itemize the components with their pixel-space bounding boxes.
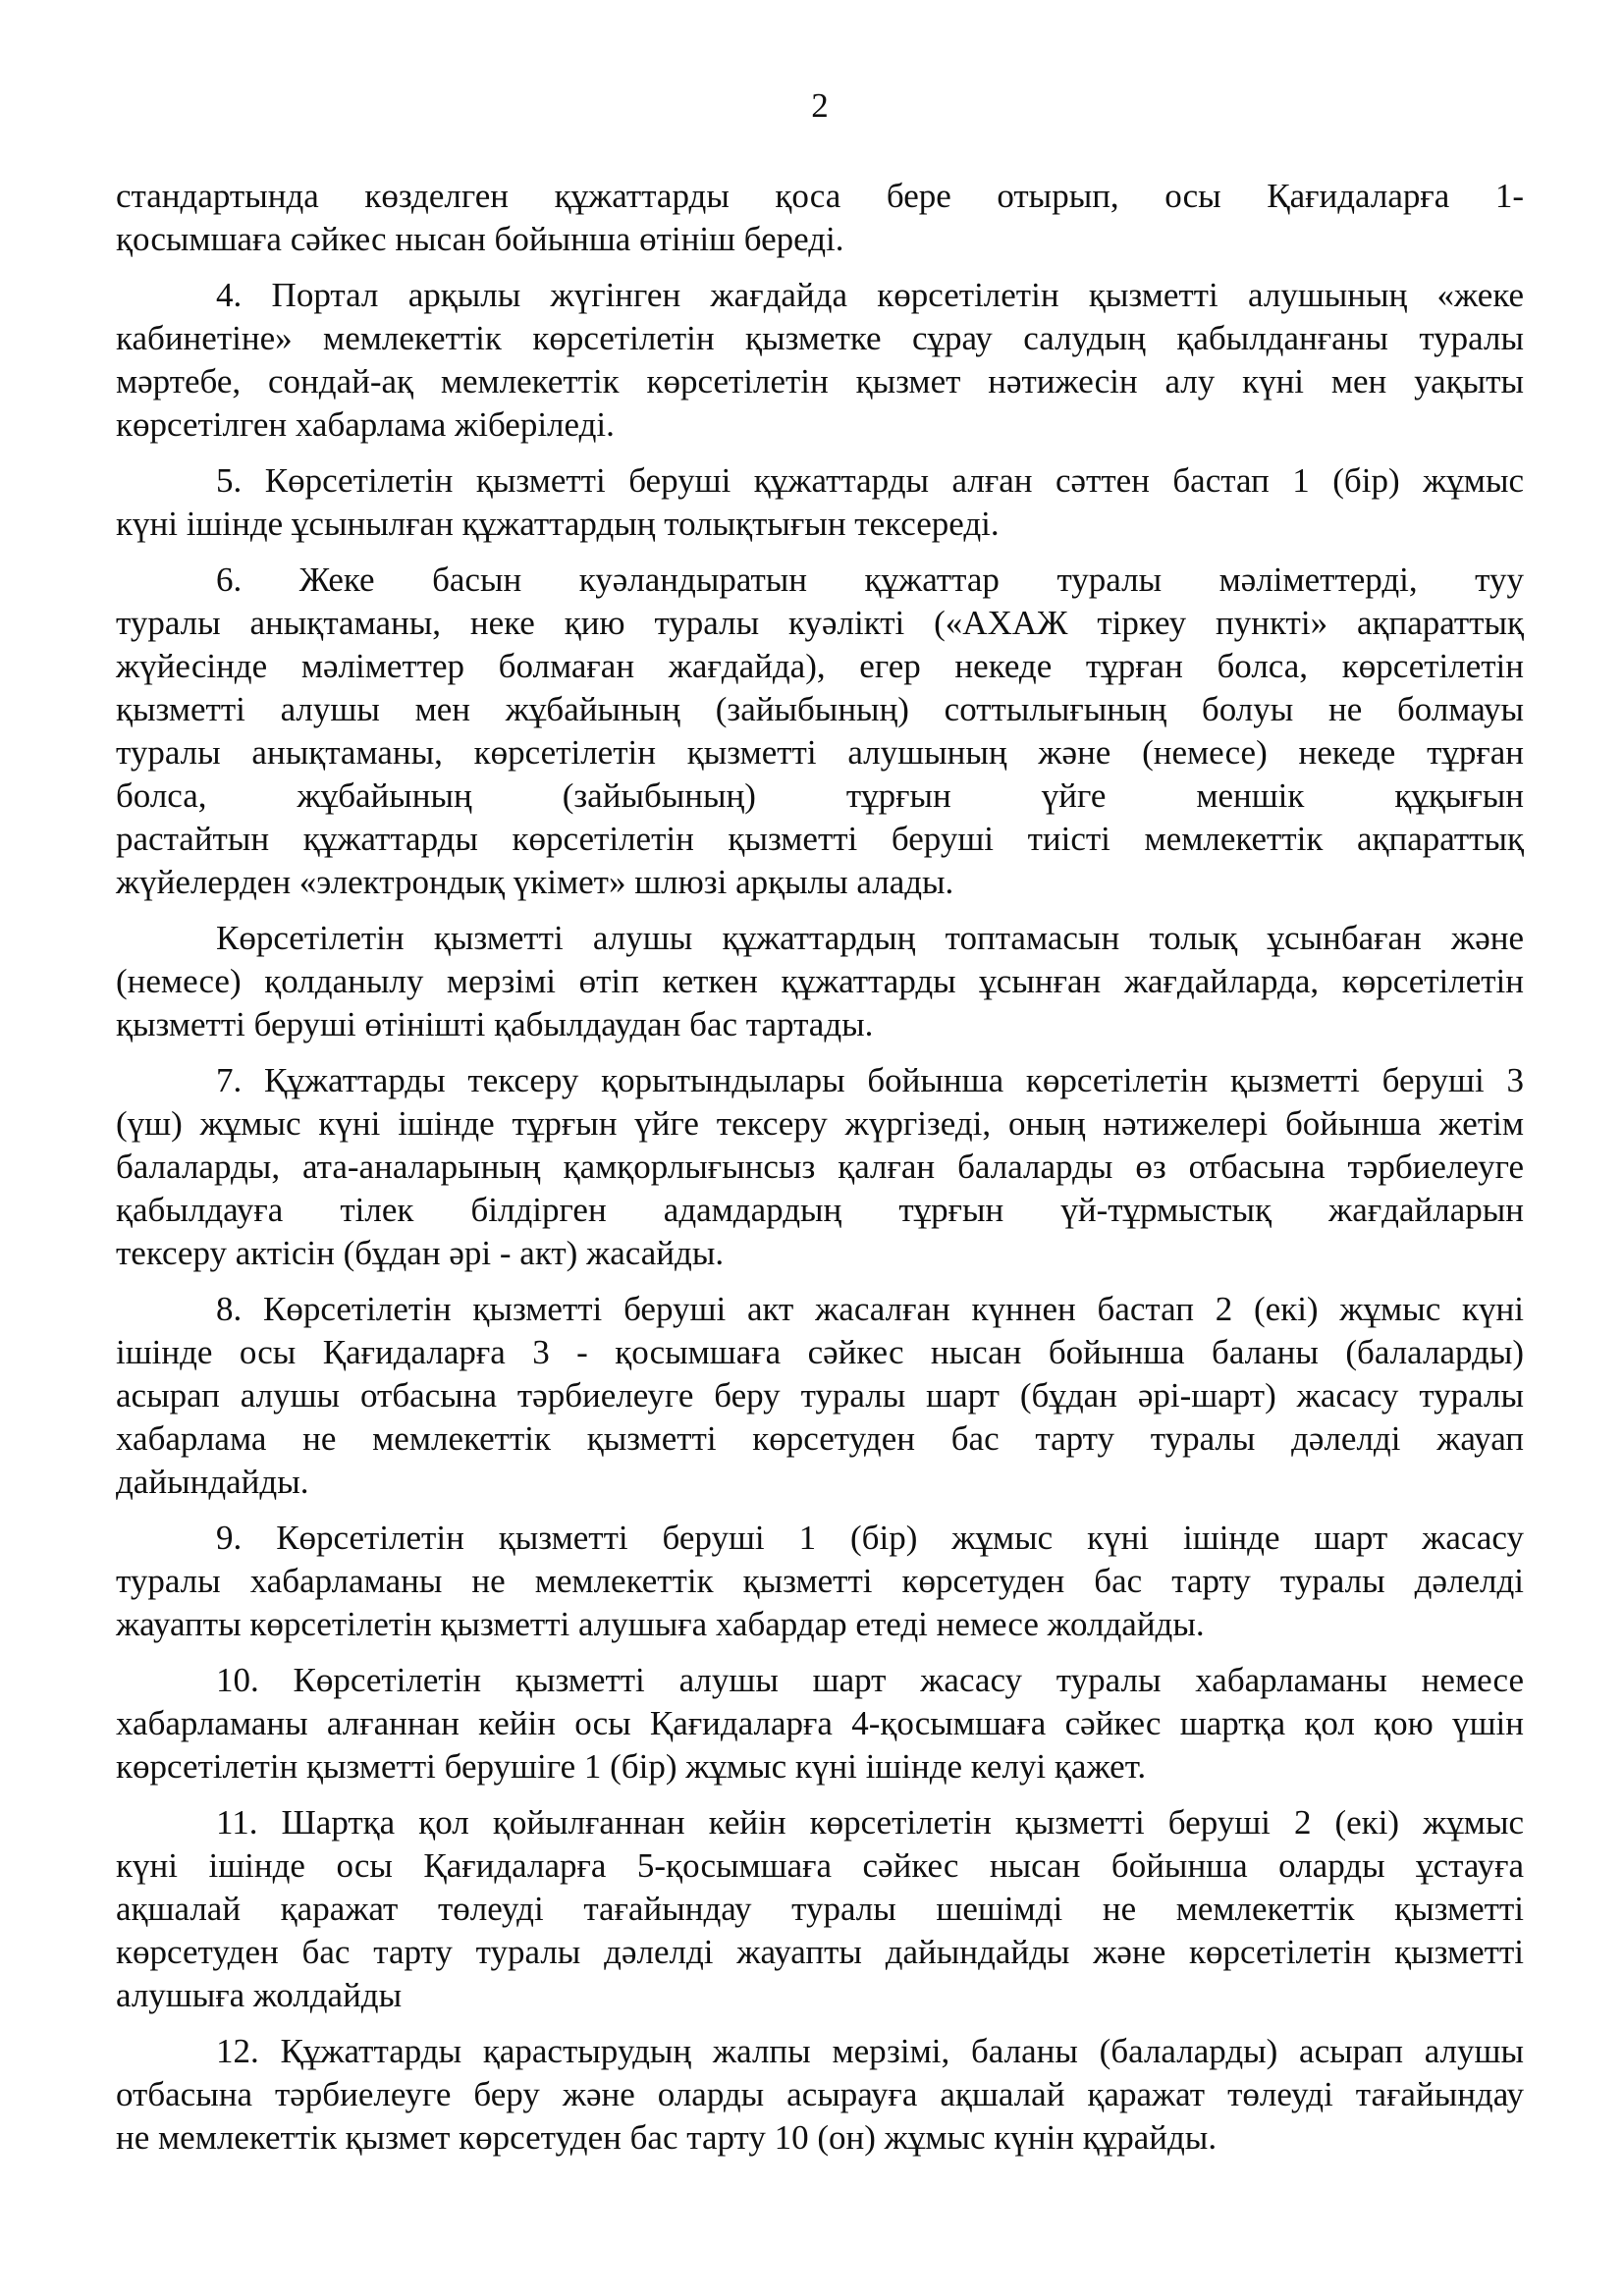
text-line: жүйесінде мәліметтер болмаған жағдайда), егер некеде тұрған болса, көрсетілетін [116, 647, 1524, 685]
text-line: алушыға жолдайды [116, 1976, 403, 2014]
text-line: 4. Портал арқылы жүгінген жағдайда көрсетілетін қызметті алушының «жеке [216, 276, 1524, 314]
text-line: асырап алушы отбасына тәрбиелеуге беру туралы шарт (бұдан әрі-шарт) жасасу туралы [116, 1376, 1524, 1415]
text-line: жүйелерден «электрондық үкімет» шлюзі арқылы алады. [116, 863, 954, 901]
text-line: күні ішінде осы Қағидаларға 5-қосымшаға сәйкес нысан бойынша оларды ұстауға [116, 1846, 1524, 1885]
text-line: мәртебе, сондай-ақ мемлекеттік көрсетілетін қызмет нәтижесін алу күні мен уақыты [116, 362, 1524, 400]
text-line: 5. Көрсетілетін қызметті беруші құжаттарды алған сәттен бастап 1 (бір) жұмыс [216, 461, 1524, 500]
text-line: отбасына тәрбиелеуге беру және оларды асырауға ақшалай қаражат төлеуді тағайындау [116, 2075, 1524, 2113]
text-line: Көрсетілетін қызметті алушы құжаттардың топтамасын толық ұсынбаған және [216, 919, 1524, 957]
text-line: 9. Көрсетілетін қызметті беруші 1 (бір) жұмыс күні ішінде шарт жасасу [216, 1519, 1524, 1557]
text-line: қабылдауға тілек білдірген адамдардың тұрғын үй-тұрмыстық жағдайларын [116, 1191, 1524, 1229]
paragraph-3 [116, 459, 1524, 546]
text-line: 6. Жеке басын куәландыратын құжаттар туралы мәліметтерді, туу [216, 561, 1524, 599]
text-line: растайтын құжаттарды көрсетілетін қызметті беруші тиісті мемлекеттік ақпараттық [116, 820, 1524, 858]
text-line: 11. Шартқа қол қойылғаннан кейін көрсетілетін қызметті беруші 2 (екі) жұмыс [216, 1803, 1524, 1842]
text-line: не мемлекеттік қызмет көрсетуден бас тарту 10 (он) жұмыс күнін құрайды. [116, 2118, 1218, 2157]
text-line: ақшалай қаражат төлеуді тағайындау туралы шешімді не мемлекеттік қызметті [116, 1890, 1524, 1928]
paragraph-6 [116, 1059, 1524, 1275]
text-line: туралы хабарламаны не мемлекеттік қызметті көрсетуден бас тарту туралы дәлелді [116, 1562, 1524, 1600]
text-line: (үш) жұмыс күні ішінде тұрғын үйге тексеру жүргізеді, оның нәтижелері бойынша жетім [116, 1104, 1524, 1143]
text-line: туралы анықтаманы, неке қию туралы куәлікті («АХАЖ тіркеу пункті» ақпараттық [116, 604, 1524, 642]
text-line: балаларды, ата-аналарының қамқорлығынсыз қалған балаларды өз отбасына тәрбиелеуге [116, 1148, 1524, 1186]
paragraph-11 [116, 2030, 1524, 2160]
document-body [116, 175, 1524, 2160]
text-line: болса, жұбайының (зайыбының) тұрғын үйге меншік құқығын [116, 776, 1524, 815]
text-line: тексеру актісін (бұдан әрі - акт) жасайды. [116, 1234, 725, 1272]
paragraph-2 [116, 274, 1524, 447]
text-line: көрсетілетін қызметті берушіге 1 (бір) жұмыс күні ішінде келуі қажет. [116, 1747, 1147, 1786]
paragraph-1 [116, 175, 1524, 261]
text-line: қызметті алушы мен жұбайының (зайыбының) соттылығының болуы не болмауы [116, 690, 1524, 728]
text-line: 12. Құжаттарды қарастырудың жалпы мерзімі, баланы (балаларды) асырап алушы [216, 2032, 1524, 2070]
text-line: 10. Көрсетілетін қызметті алушы шарт жасасу туралы хабарламаны немесе [216, 1661, 1524, 1699]
text-line: көрсетуден бас тарту туралы дәлелді жауапты дайындайды және көрсетілетін қызметті [116, 1933, 1524, 1971]
text-line: дайындайды. [116, 1463, 309, 1501]
paragraph-4 [116, 559, 1524, 904]
paragraph-7 [116, 1288, 1524, 1504]
text-line: кабинетіне» мемлекеттік көрсетілетін қызметке сұрау салудың қабылданғаны туралы [116, 319, 1524, 357]
text-line: күні ішінде ұсынылған құжаттардың толықтығын тексереді. [116, 505, 1000, 543]
text-line: стандартында көзделген құжаттарды қоса бере отырып, осы Қағидаларға 1- [116, 177, 1524, 215]
paragraph-10 [116, 1801, 1524, 2017]
text-line: 7. Құжаттарды тексеру қорытындылары бойынша көрсетілетін қызметті беруші 3 [216, 1061, 1524, 1099]
text-line: хабарламаны алғаннан кейін осы Қағидаларға 4-қосымшаға сәйкес шартқа қол қою үшін [116, 1704, 1524, 1742]
text-line: 8. Көрсетілетін қызметті беруші акт жасалған күннен бастап 2 (екі) жұмыс күні [216, 1290, 1524, 1328]
paragraph-8 [116, 1517, 1524, 1646]
paragraph-5 [116, 917, 1524, 1046]
page-number: 2 [811, 86, 829, 125]
text-line: көрсетілген хабарлама жіберіледі. [116, 405, 615, 444]
text-line: (немесе) қолданылу мерзімі өтіп кеткен құжаттарды ұсынған жағдайларда, көрсетілетін [116, 962, 1524, 1000]
text-line: хабарлама не мемлекеттік қызметті көрсетуден бас тарту туралы дәлелді жауап [116, 1419, 1524, 1458]
text-line: жауапты көрсетілетін қызметті алушыға хабардар етеді немесе жолдайды. [116, 1605, 1205, 1643]
paragraph-9 [116, 1659, 1524, 1789]
text-line: қосымшаға сәйкес нысан бойынша өтініш береді. [116, 220, 844, 258]
text-line: қызметті беруші өтінішті қабылдаудан бас тартады. [116, 1005, 874, 1043]
text-line: ішінде осы Қағидаларға 3 - қосымшаға сәйкес нысан бойынша баланы (балаларды) [116, 1333, 1524, 1371]
text-line: туралы анықтаманы, көрсетілетін қызметті алушының және (немесе) некеде тұрған [116, 733, 1524, 772]
